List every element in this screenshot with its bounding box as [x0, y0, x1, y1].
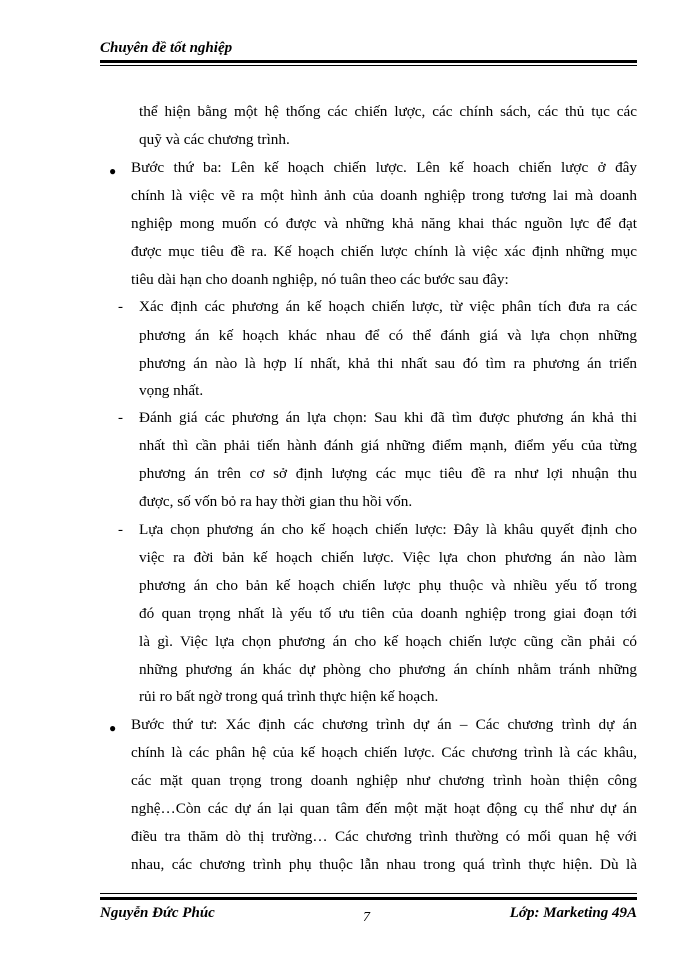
- text-line: vọng nhất.: [139, 382, 204, 399]
- text-line: Đánh giá các phương án lựa chọn: Sau khi đã tìm được phương án khả thi: [139, 409, 637, 426]
- text-line: chính là việc vẽ ra một hình ảnh của doanh nghiệp trong tương lai mà doanh: [131, 187, 637, 204]
- bullet-icon: ●: [109, 164, 117, 178]
- text-line: quỹ và các chương trình.: [139, 131, 290, 148]
- text-line: phương án cho bản kế hoạch chiến lược phụ thuộc và nhiều yếu tố trong: [139, 577, 637, 594]
- text-line: nghiệp mong muốn có được và những khả năng khai thác nguồn lực để đạt: [131, 215, 637, 232]
- text-line: Xác định các phương án kế hoạch chiến lược, từ việc phân tích đưa ra các: [139, 298, 637, 315]
- text-line: được mục tiêu đề ra. Kế hoạch chiến lược chính là việc xác định những mục: [131, 243, 637, 260]
- text-line: phương án nào là hợp lí nhất, khả thi nhất sau đó tìm ra phương án triển: [139, 355, 637, 372]
- text-line: các mặt quan trọng trong doanh nghiệp như chương trình hoàn thiện công: [131, 772, 637, 789]
- text-line: Bước thứ tư: Xác định các chương trình dự án – Các chương trình dự án: [131, 716, 637, 733]
- footer-author: Nguyễn Đức Phúc: [100, 905, 215, 921]
- text-line: những phương án khác dự phòng cho phương án chính nhằm tránh những: [139, 661, 637, 678]
- text-line: đó quan trọng nhất là yếu tố ưu tiên của doanh nghiệp trong giai đoạn tới: [139, 605, 637, 622]
- text-line: Bước thứ ba: Lên kế hoạch chiến lược. Lên kế hoach chiến lược ở đây: [131, 159, 637, 176]
- text-line: tiêu dài hạn cho doanh nghiệp, nó tuân theo các bước sau đây:: [131, 271, 509, 288]
- dash-icon: -: [118, 299, 123, 315]
- text-line: phương án trên cơ sở định lượng các mục tiêu đề ra như lợi nhuận thu: [139, 465, 637, 482]
- text-line: rủi ro bất ngờ trong quá trình thực hiện kế hoạch.: [139, 688, 439, 705]
- text-line: phương án kế hoạch khác nhau để có thể đánh giá và lựa chọn những: [139, 327, 637, 344]
- footer-rule-thick: [100, 897, 637, 900]
- text-line: chính là các phân hệ của kế hoạch chiến lược. Các chương trình là các khâu,: [131, 744, 637, 761]
- page-number: 7: [363, 910, 370, 925]
- footer-class-label: Lớp: Marketing 49A: [509, 905, 637, 921]
- text-line: nhau, các chương trình phụ thuộc lẫn nhau trong quá trình thực hiện. Dù là: [131, 856, 637, 873]
- text-line: là gì. Việc lựa chọn phương án cho kế hoạch chiến lược cũng cần phải có: [139, 633, 637, 650]
- text-line: nghệ…Còn các dự án lại quan tâm đến một mặt hoạt động cụ thể như dự án: [131, 800, 637, 817]
- text-line: thể hiện bằng một hệ thống các chiến lược, các chính sách, các thủ tục các: [139, 103, 637, 120]
- dash-icon: -: [118, 522, 123, 538]
- text-line: việc ra đời bản kế hoạch chiến lược. Việc lựa chon phương án nào làm: [139, 549, 637, 566]
- text-line: được, số vốn bỏ ra hay thời gian thu hồi vốn.: [139, 493, 413, 510]
- text-line: nhất thì cần phải tiến hành đánh giá những điểm mạnh, điểm yếu của từng: [139, 437, 637, 454]
- document-header-title: Chuyên đề tốt nghiệp: [100, 40, 233, 56]
- footer-rule-thin: [100, 893, 637, 894]
- text-line: điều tra thăm dò thị trường… Các chương trình thường có mối quan hệ với: [131, 828, 637, 845]
- dash-icon: -: [118, 410, 123, 426]
- text-line: Lựa chọn phương án cho kế hoạch chiến lược: Đây là khâu quyết định cho: [139, 521, 637, 538]
- bullet-icon: ●: [109, 721, 117, 735]
